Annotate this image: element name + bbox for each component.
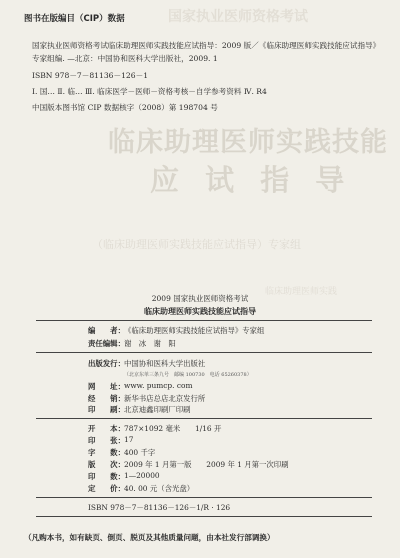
words-value: 400 千字 — [124, 448, 156, 457]
publisher-label: 出版发行： — [88, 359, 125, 368]
printer-row — [88, 404, 191, 415]
cip-entry: 国家执业医师资格考试临床助理医师实践技能应试指导：2009 版／《临床助理医师实践技能应试指导》专家组编. —北京：中国协和医科大学出版社，2009. 1 — [32, 41, 381, 63]
responsible-editor-row — [88, 338, 176, 349]
copies-label: 印 数： — [88, 472, 125, 481]
showthrough-title1: 临床助理医师实践技能 — [108, 127, 388, 158]
cip-classification: Ⅰ. 国… Ⅱ. 临… Ⅲ. 临床医学－医师－资格考核－自学参考资料 Ⅳ. R4 — [32, 87, 267, 96]
divider — [36, 418, 372, 419]
showthrough-small: 临床助理医师实践 — [265, 287, 338, 297]
cip-isbn: ISBN 978－7－81136－126－1 — [32, 71, 149, 80]
cip-record: 中国版本图书馆 CIP 数据核字（2008）第 198704 号 — [32, 103, 218, 112]
divider — [36, 352, 372, 353]
cip-heading: 图书在版编目（CIP）数据 — [24, 14, 125, 24]
copies-value: 1—20000 — [124, 471, 160, 480]
editor-label: 编 者： — [88, 326, 125, 335]
format-value: 787×1092 毫米 1/16 开 — [124, 424, 222, 433]
format-row — [88, 423, 221, 434]
format-label: 开 本： — [88, 424, 125, 433]
publisher-value: 中国协和医科大学出版社 — [124, 359, 206, 368]
price-label: 定 价： — [88, 484, 125, 493]
publisher-address: （北京东单三条九号 邮编 100730 电话 65260378） — [124, 372, 252, 378]
divider — [36, 320, 372, 321]
publisher-row — [88, 358, 205, 369]
edition-row — [88, 459, 289, 470]
book-series: 2009 国家执业医师资格考试 — [151, 294, 249, 303]
website-label: 网 址： — [88, 382, 125, 391]
price-value: 40. 00 元（含光盘） — [124, 484, 195, 493]
responsible-editor-label: 责任编辑： — [88, 339, 125, 348]
copies-row — [88, 471, 160, 482]
showthrough-middle: （临床助理医师实践技能应试指导）专家组 — [92, 238, 301, 251]
divider — [36, 497, 372, 498]
distributor-value: 新华书店总店北京发行所 — [124, 394, 206, 403]
divider — [36, 516, 372, 517]
sheets-row — [88, 435, 133, 446]
words-label: 字 数： — [88, 448, 125, 457]
words-row — [88, 447, 155, 458]
distributor-label: 经 销： — [88, 394, 125, 403]
editor-value: 《临床助理医师实践技能应试指导》专家组 — [124, 326, 265, 335]
sheets-value: 17 — [124, 435, 134, 444]
book-title: 临床助理医师实践技能应试指导 — [144, 307, 256, 316]
sheets-label: 印 张： — [88, 436, 125, 445]
editor-row — [88, 325, 264, 336]
edition-label: 版 次： — [88, 460, 125, 469]
quality-notice: （凡购本书，如有缺页、倒页、脱页及其他质量问题，由本社发行部调换） — [24, 533, 275, 542]
printer-value: 北京迪鑫印刷厂印刷 — [124, 405, 191, 414]
showthrough-title2: 应 试 指 导 — [150, 163, 353, 197]
price-row — [88, 483, 194, 494]
printer-label: 印 刷： — [88, 405, 125, 414]
distributor-row — [88, 393, 205, 404]
edition-value: 2009 年 1 月第一版 2009 年 1 月第一次印刷 — [124, 460, 289, 469]
responsible-editor-value: 谢 冰 谢 阳 — [124, 339, 176, 348]
isbn-bottom: ISBN 978－7－81136－126－1/R · 126 — [88, 503, 231, 512]
website-value: www. pumcp. com — [124, 381, 193, 390]
website-row — [88, 381, 192, 392]
showthrough-top: 国家执业医师资格考试 — [168, 9, 308, 25]
